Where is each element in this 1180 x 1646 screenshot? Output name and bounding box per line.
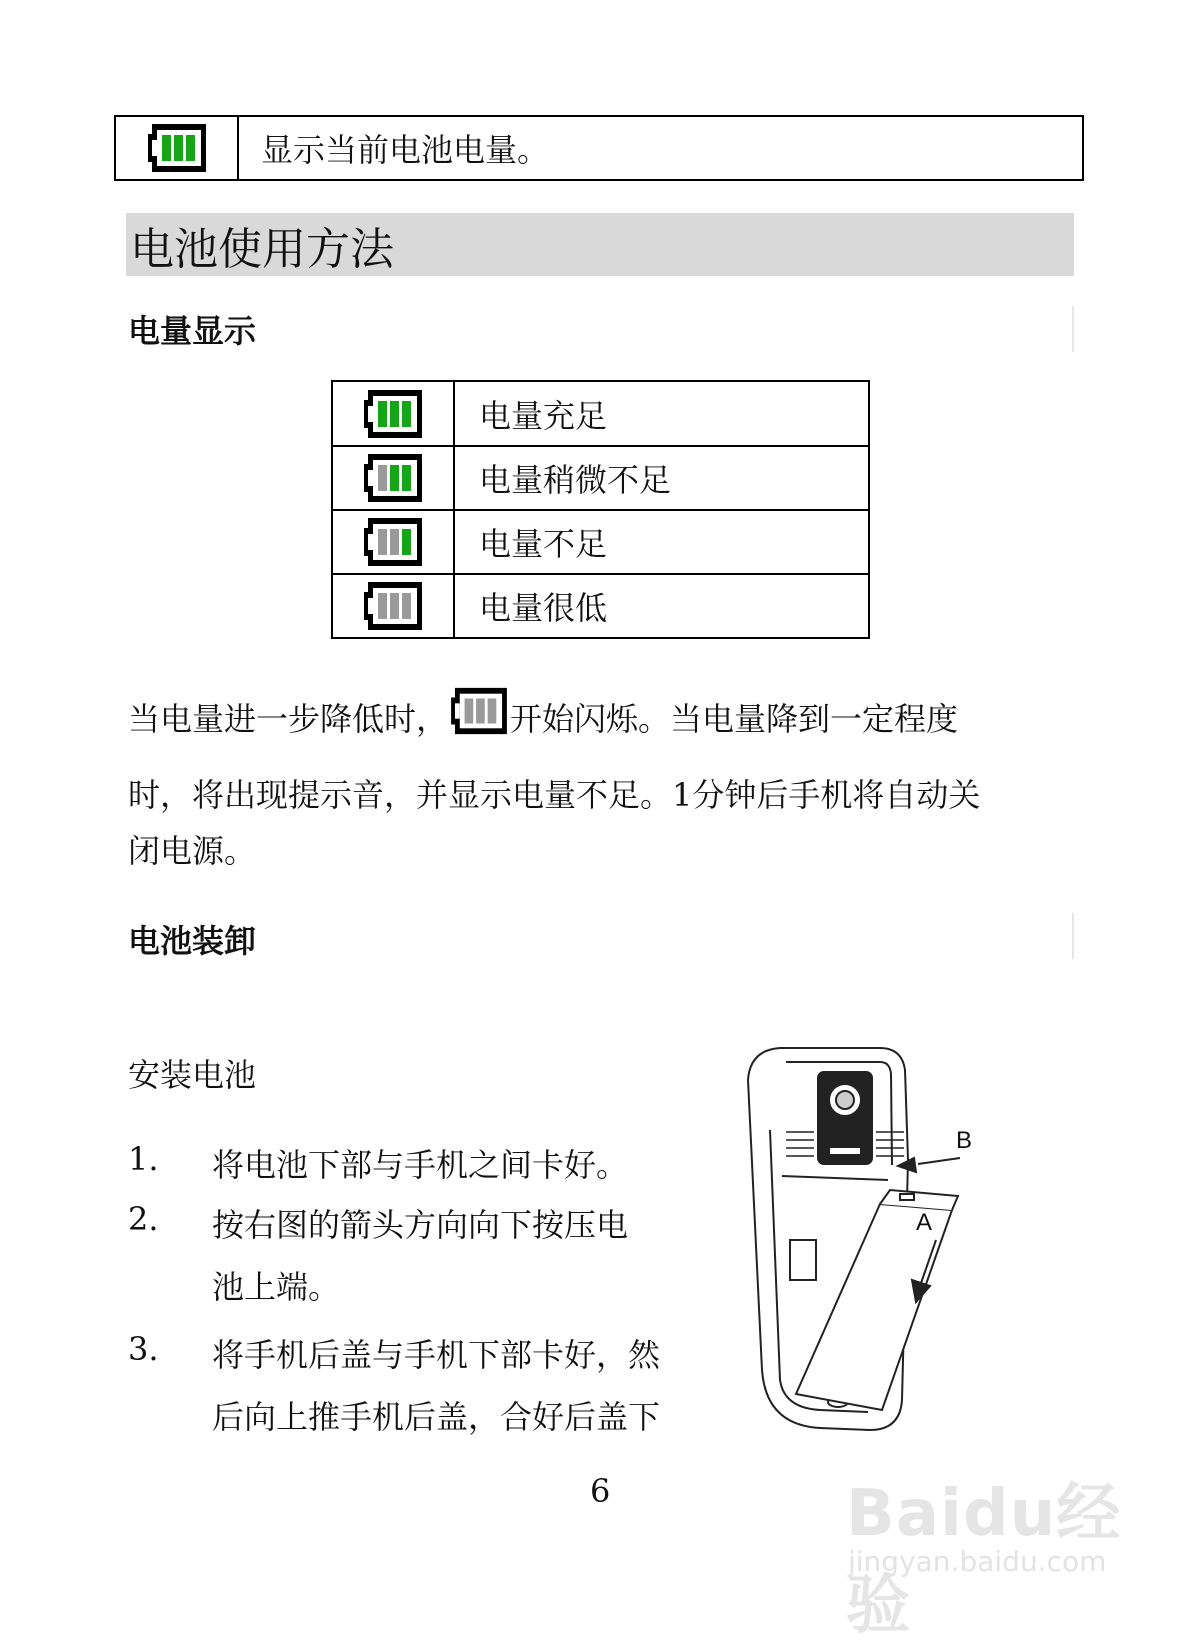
subhead-battery-install: 电池装卸 (128, 922, 257, 960)
subhead-divider (1072, 913, 1074, 959)
status-row-very-low (333, 573, 868, 637)
battery-two-bars-icon (362, 452, 424, 504)
step-number: 2. (128, 1200, 159, 1238)
top-legend-row (114, 115, 1084, 181)
status-label: 电量稍微不足 (479, 461, 672, 499)
step-text: 池上端。 (212, 1268, 341, 1306)
battery-one-bar-icon (362, 516, 424, 568)
battery-status-table (331, 380, 870, 639)
battery-empty-icon (448, 686, 510, 736)
figure-label-a: A (916, 1209, 933, 1236)
step-text: 按右图的箭头方向向下按压电 (212, 1206, 629, 1244)
section-title: 电池使用方法 (126, 213, 1074, 276)
battery-empty-icon (362, 580, 424, 632)
paragraph-line-2: 时，将出现提示音，并显示电量不足。1分钟后手机将自动关 (128, 776, 981, 814)
step-text: 将手机后盖与手机下部卡好，然 (212, 1336, 661, 1374)
step-number: 3. (128, 1330, 159, 1368)
status-label: 电量很低 (479, 589, 608, 627)
paragraph-line-1: 当电量进一步降低时， 开始闪烁。当电量降到一定程度 (128, 686, 958, 740)
status-row-low (333, 509, 868, 573)
figure-label-b: B (956, 1127, 973, 1154)
step-text: 后向上推手机后盖，合好后盖下 (212, 1398, 661, 1436)
status-label: 电量不足 (479, 525, 608, 563)
status-row-slightly-low (333, 445, 868, 509)
paragraph-line-3: 闭电源。 (128, 832, 257, 870)
battery-full-icon (362, 388, 424, 440)
step-text: 将电池下部与手机之间卡好。 (212, 1146, 629, 1184)
top-legend-text: 显示当前电池电量。 (261, 131, 550, 169)
step-number: 1. (128, 1140, 159, 1178)
status-label: 电量充足 (479, 396, 608, 435)
baidu-watermark-logo: Baidu经验 (846, 1477, 1122, 1643)
compartment-detail (790, 1240, 816, 1280)
page-number: 6 (590, 1472, 611, 1510)
top-icon-cell (116, 117, 239, 179)
install-title: 安装电池 (128, 1056, 257, 1094)
phone-battery-illustration (740, 1040, 1080, 1440)
baidu-watermark-url: jingyan.baidu.com (848, 1545, 1107, 1578)
battery-full-icon (146, 122, 208, 174)
compartment-edge (782, 1176, 888, 1180)
subhead-battery-display: 电量显示 (128, 312, 257, 350)
subhead-divider (1072, 306, 1074, 352)
arrow-b-shaft (918, 1158, 960, 1164)
status-row-full (333, 382, 868, 445)
